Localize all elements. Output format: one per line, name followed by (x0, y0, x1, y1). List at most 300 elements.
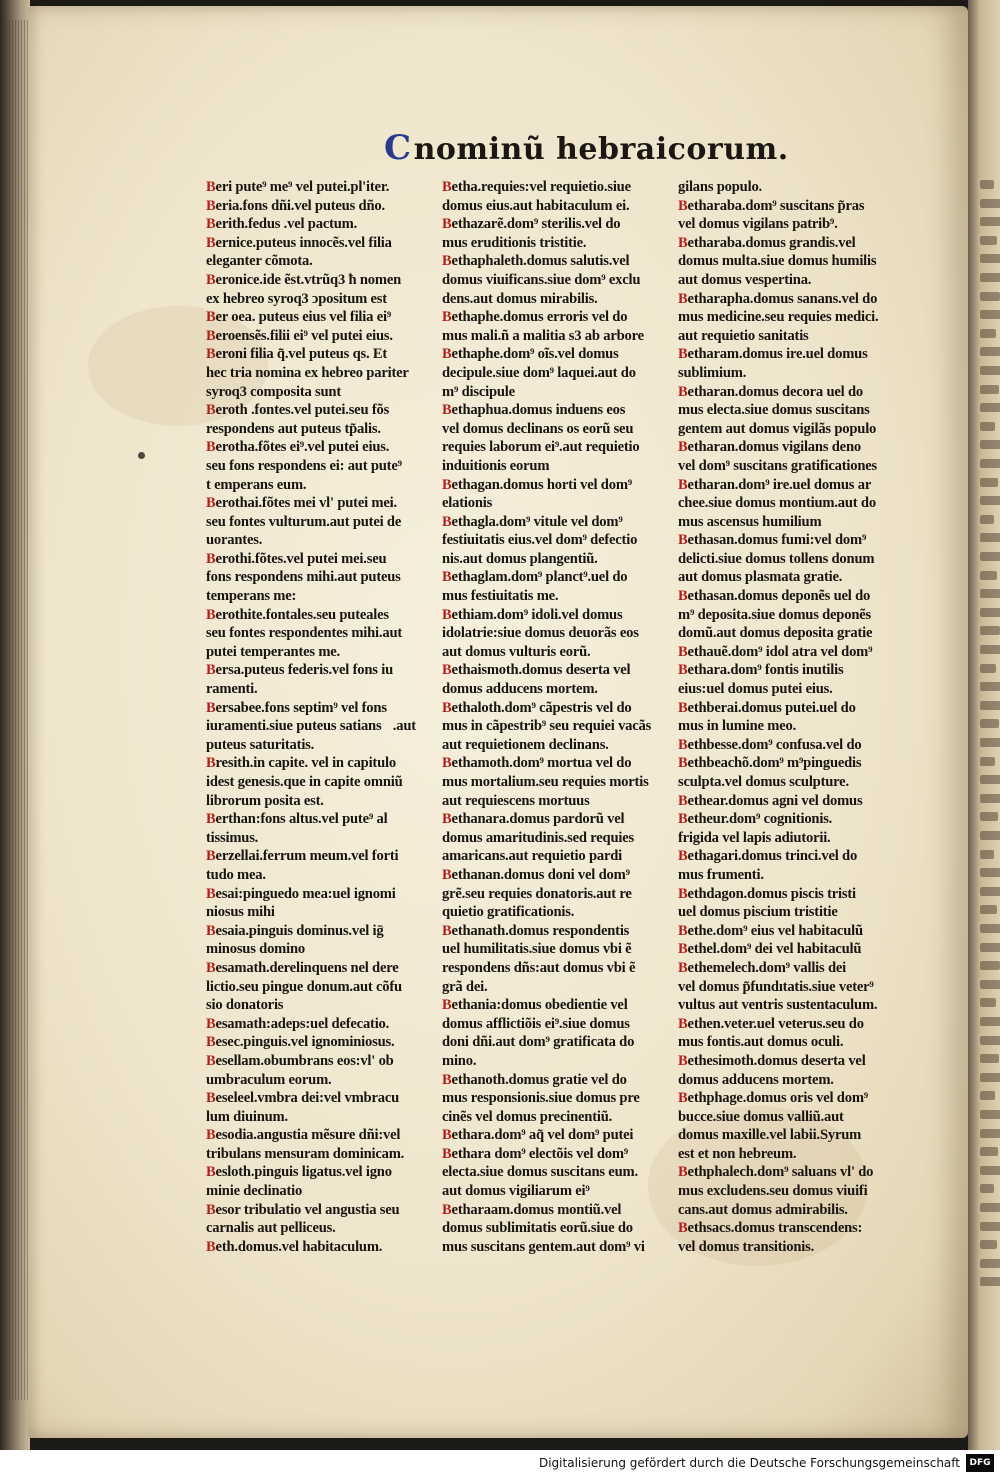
text-line: syroq3 composita sunt (206, 383, 342, 400)
text-line: Besaia.pinguis dominus.vel iḡ (206, 922, 384, 939)
text-line: Beroni filia q̃.vel puteus qs. Et (206, 346, 388, 363)
digitization-footer (0, 1450, 1000, 1477)
text-line: seu fontes respondentes mihi.aut (206, 625, 403, 642)
text-line: grã dei. (442, 978, 488, 995)
facing-page-text-fragment (980, 422, 995, 431)
rubricated-capital: B (678, 1164, 688, 1181)
rubricated-capital: B (206, 327, 216, 344)
rubricated-capital: B (206, 550, 216, 567)
rubricated-capital: B (442, 1201, 452, 1218)
facing-page-text-fragment (980, 1259, 1000, 1268)
text-line: Bethaglam.dom⁹ planct⁹.uel do (442, 569, 628, 586)
text-line: Besamath.derelinquens nel dere (206, 959, 399, 976)
text-line: respondens dñs:aut domus vbi ẽ (442, 959, 636, 976)
facing-page-text-fragment (980, 292, 1000, 301)
text-line: seu fons respondens ei: aut pute⁹ (206, 457, 402, 474)
facing-page-text-fragment (980, 1184, 994, 1193)
text-line: Bethagan.domus horti vel dom⁹ (442, 476, 632, 493)
facing-page-text-fragment (980, 180, 994, 189)
text-line: uel domus piscium tristitie (678, 904, 838, 921)
facing-page-text-fragment (980, 496, 1000, 505)
text-line: Bethagari.domus trinci.vel do (678, 848, 858, 865)
text-line: elationis (442, 495, 493, 512)
facing-page-text-fragment (980, 924, 1000, 933)
text-line: tribulans mensuram dominicam. (206, 1145, 405, 1162)
text-line: domus eius.aut habitaculum ei. (442, 197, 630, 214)
text-line: Bethanan.domus doni vel dom⁹ (442, 866, 630, 883)
text-line: m⁹ deposita.siue domus deponẽs (678, 606, 871, 623)
text-line: domus maxille.vel labii.Syrum (678, 1127, 862, 1144)
facing-page-text-fragment (980, 943, 1000, 952)
text-line: Betharaba.dom⁹ suscitans p̃ras (678, 197, 865, 214)
rubricated-capital: B (442, 309, 452, 326)
text-line: Bernice.puteus innocẽs.vel filia (206, 234, 392, 251)
facing-page-text-fragment (980, 552, 1000, 561)
text-line: cans.aut domus admirabilis. (678, 1201, 848, 1218)
facing-page-text-fragment (980, 589, 1000, 598)
text-line: Bersabee.fons septim⁹ vel fons (206, 699, 387, 716)
text-line: chee.siue domus montium.aut do (678, 495, 876, 512)
text-line: Bresith.in capite. vel in capitulo (206, 755, 396, 772)
text-line: idest genesis.que in capite omniũ (206, 774, 403, 790)
facing-page-text-fragment (980, 905, 997, 914)
rubricated-capital: B (442, 866, 452, 883)
rubricated-capital: B (678, 439, 688, 456)
text-line: eius:uel domus putei eius. (678, 681, 833, 698)
rubricated-capital: B (206, 1034, 216, 1051)
text-line: mus mortalium.seu requies mortis (442, 774, 649, 790)
text-line: gilans populo. (678, 179, 762, 195)
text-line: vel dom⁹ suscitans gratificationes (678, 457, 878, 474)
rubricated-capital: B (678, 755, 688, 772)
text-line: sio donatoris (206, 997, 284, 1014)
text-line: mus excludens.seu domus viuifi (678, 1183, 868, 1200)
book-fore-edge (0, 0, 30, 1450)
facing-page-text-fragment (980, 980, 1000, 989)
text-line: Ber oea. puteus eius vel filia ei⁹ (206, 309, 391, 326)
text-line: sculpta.vel domus sculpture. (678, 774, 849, 790)
text-line: Bethaloth.dom⁹ cãpestris vel do (442, 699, 632, 716)
text-line: domus adducens mortem. (678, 1071, 834, 1088)
running-head-text: nominũ hebraicorum. (413, 132, 789, 167)
text-line: mus fontis.aut domus oculi. (678, 1034, 844, 1051)
text-line: temperans me: (206, 588, 297, 605)
page-edge-lines (6, 20, 28, 1400)
text-line: hec tria nomina ex hebreo pariter (206, 364, 409, 381)
facing-page-text-fragment (980, 533, 1000, 542)
running-head (384, 128, 789, 168)
text-line: Bethaphe.dom⁹ oĩs.vel domus (442, 346, 619, 363)
rubricated-capital: B (206, 197, 216, 214)
dfg-logo: DFG (966, 1454, 994, 1472)
text-line: aut domus vulturis eorũ. (442, 643, 591, 660)
text-line: Besor tribulatio vel angustia seu (206, 1201, 400, 1218)
text-line: Bethdagon.domus piscis tristi (678, 885, 856, 902)
facing-page-text-fragment (980, 199, 1000, 208)
text-line: frigida vel lapis adiutorii. (678, 829, 831, 846)
facing-page-text-fragment (980, 1166, 1000, 1175)
text-line: Bethaphaleth.domus salutis.vel (442, 253, 630, 270)
text-line: est et non hebreum. (678, 1145, 797, 1162)
footer-credit-text: Digitalisierung gefördert durch die Deutsche Forschungsgemeinschaft (538, 1456, 960, 1470)
text-line: Betharan.dom⁹ ire.uel domus ar (678, 476, 872, 493)
text-line: minie declinatio (206, 1183, 303, 1200)
facing-page-text-fragment (980, 998, 996, 1007)
text-line: t emperans eum. (206, 476, 307, 493)
text-line: Bethasan.domus fumi:vel dom⁹ (678, 532, 867, 549)
facing-page-text-fragment (980, 775, 1000, 784)
rubricated-capital: B (206, 699, 216, 716)
text-line: Berothai.fõtes mei vl' putei mei. (206, 495, 397, 512)
text-line: Bethbesse.dom⁹ confusa.vel do (678, 736, 862, 753)
facing-page-text-fragment (980, 440, 1000, 449)
rubricated-capital: B (678, 699, 688, 716)
text-line: Bethaismoth.domus deserta vel (442, 662, 631, 679)
text-line: Beth.domus.vel habitaculum. (206, 1238, 383, 1255)
text-line: Betharaba.domus grandis.vel (678, 234, 856, 251)
text-line: grẽ.seu requies donatoris.aut re (442, 885, 632, 902)
text-line: Besec.pinguis.vel ignominiosus. (206, 1034, 395, 1051)
text-line: Bethesimoth.domus deserta vel (678, 1052, 866, 1069)
text-line: vultus aut ventris sustentaculum. (678, 997, 878, 1014)
rubricated-capital: B (206, 848, 216, 865)
rubricated-capital: B (678, 959, 688, 976)
text-line: Beroth .fontes.vel putei.seu fõs (206, 402, 390, 419)
text-line: seu fontes vulturum.aut putei de (206, 513, 402, 530)
rubricated-capital: B (442, 346, 452, 363)
text-line: Besloth.pinguis ligatus.vel igno (206, 1164, 392, 1181)
rubricated-capital: B (442, 402, 452, 419)
rubricated-capital: B (206, 606, 216, 623)
facing-page-text-fragment (980, 515, 994, 524)
facing-page-text-fragment (980, 812, 998, 821)
rubricated-capital: B (206, 495, 216, 512)
text-line: Betharaam.domus montiũ.vel (442, 1201, 622, 1218)
rubricated-capital: B (206, 1164, 216, 1181)
text-line: Bethazarẽ.dom⁹ sterilis.vel do (442, 216, 621, 233)
facing-page-text-fragment (980, 608, 1000, 617)
text-line: Beria.fons dñi.vel puteus dño. (206, 197, 385, 214)
text-line: vel domus declinans os eorũ seu (442, 420, 634, 437)
rubricated-capital: B (678, 234, 688, 251)
text-line: Beseleel.vmbra dei:vel vmbracu (206, 1090, 400, 1107)
text-line: Beri pute⁹ me⁹ vel putei.pl'iter. (206, 179, 390, 195)
rubricated-capital: B (442, 216, 452, 233)
text-line: Beronice.ide ẽst.vtrũq3 ħ nomen (206, 271, 402, 288)
text-line: Bethsacs.domus transcendens: (678, 1220, 863, 1237)
text-line: Berthan:fons altus.vel pute⁹ al (206, 811, 388, 828)
facing-page-text-fragment (980, 868, 1000, 877)
rubricated-capital: B (678, 476, 688, 493)
facing-page-text-fragment (980, 1203, 1000, 1212)
rubricated-capital: B (206, 1090, 216, 1107)
text-line: aut domus vespertina. (678, 271, 812, 288)
rubricated-capital: B (678, 1015, 688, 1032)
rubricated-capital: B (206, 1238, 216, 1255)
facing-page-text-fragment (980, 1277, 1000, 1286)
rubricated-capital: B (206, 811, 216, 828)
text-line: puteus saturitatis. (206, 736, 315, 753)
text-line: Bethagla.dom⁹ vitule vel dom⁹ (442, 513, 623, 530)
text-line: Bethara dom⁹ electõis vel dom⁹ (442, 1145, 628, 1162)
text-line: Betharan.domus vigilans deno (678, 439, 861, 456)
rubricated-capital: B (678, 662, 688, 679)
text-line: Bethphalech.dom⁹ saluans vl' do (678, 1164, 874, 1181)
text-line: mus in lumine meo. (678, 718, 797, 735)
text-line: Bethamoth.dom⁹ mortua vel do (442, 755, 632, 772)
text-line: aut requietio sanitatis (678, 327, 809, 344)
text-line: domus amaritudinis.sed requies (442, 829, 634, 846)
rubricated-capital: B (206, 1201, 216, 1218)
facing-page-text-fragment (980, 1073, 1000, 1082)
rubricated-capital: B (206, 922, 216, 939)
text-line: ramenti. (206, 681, 258, 698)
rubricated-capital: B (206, 216, 216, 233)
facing-page-text-fragment (980, 664, 996, 673)
text-line: niosus mihi (206, 904, 275, 921)
facing-page-text-fragment (980, 329, 996, 338)
rubricated-capital: B (678, 811, 688, 828)
text-line: nis.aut domus plangentiũ. (442, 550, 598, 567)
text-line: Berzellai.ferrum meum.vel forti (206, 848, 399, 865)
text-line: mus eruditionis tristitie. (442, 234, 587, 251)
text-line: Bethbeachõ.dom⁹ m⁹pinguedis (678, 755, 862, 772)
text-line: Bethemelech.dom⁹ vallis dei (678, 959, 847, 976)
rubricated-capital: B (206, 662, 216, 679)
facing-page-text-fragment (980, 701, 1000, 710)
facing-page-text-fragment (980, 459, 1000, 468)
text-column-1 (206, 178, 432, 1256)
text-line: quietio gratificationis. (442, 904, 575, 921)
rubricated-capital: B (442, 922, 452, 939)
text-line: Bethasan.domus deponẽs uel do (678, 588, 871, 605)
text-line: mus in cãpestrib⁹ seu requiei vacãs (442, 718, 652, 735)
rubricated-capital: B (442, 606, 452, 623)
text-line: librorum posita est. (206, 792, 324, 809)
text-line: aut domus vigiliarum ei⁹ (442, 1183, 590, 1200)
facing-page-text-fragment (980, 403, 1000, 412)
text-line: delicti.siue domus tollens donum (678, 550, 875, 567)
text-line: ex hebreo syroq3 ↄpositum est (206, 290, 387, 307)
facing-page-text-fragment (980, 626, 1000, 635)
rubricated-capital: B (206, 271, 216, 288)
text-line: amaricans.aut requietio pardi (442, 848, 622, 865)
rubricated-capital: B (442, 1145, 452, 1162)
rubricated-initial: C (384, 128, 412, 168)
text-line: Besodia.angustia mẽsure dñi:vel (206, 1127, 401, 1144)
rubricated-capital: B (442, 997, 452, 1014)
text-line: Bethberai.domus putei.uel do (678, 699, 856, 716)
rubricated-capital: B (442, 513, 452, 530)
facing-page-text-fragment (980, 1240, 997, 1249)
facing-page-text-fragment (980, 961, 1000, 970)
rubricated-capital: B (678, 1220, 688, 1237)
text-line: domus sublimitatis eorũ.siue do (442, 1220, 633, 1237)
facing-page-text-fragment (980, 682, 1000, 691)
facing-page-text-fragment (980, 794, 1000, 803)
text-line: mus festiuitatis me. (442, 588, 559, 605)
facing-page-text-fragment (980, 310, 1000, 319)
text-line: idolatrie:siue domus deuorãs eos (442, 625, 639, 642)
wormhole-mark (138, 452, 145, 459)
text-line: fons respondens mihi.aut puteus (206, 569, 401, 586)
facing-page-text-fragment (980, 1129, 1000, 1138)
text-line: Berith.fedus .vel pactum. (206, 216, 358, 233)
rubricated-capital: B (678, 643, 688, 660)
text-line: mino. (442, 1052, 477, 1069)
text-line: vel domus p̃fundıtatis.siue veter⁹ (678, 978, 874, 995)
text-line: mus ascensus humilium (678, 513, 822, 530)
facing-page-text-fragment (980, 757, 995, 766)
facing-page-text-fragment (980, 1222, 1000, 1231)
facing-page-text-fragment (980, 1017, 1000, 1026)
text-line: domus afflictiõis ei⁹.siue domus (442, 1015, 630, 1032)
facing-page-text-fragment (980, 273, 1000, 282)
text-line: Berotha.fõtes ei⁹.vel putei eius. (206, 439, 390, 456)
facing-page-text-fragment (980, 1036, 1000, 1045)
text-line: Bethanoth.domus gratie vel do (442, 1071, 627, 1088)
facing-page-text-fragment (980, 719, 999, 728)
rubricated-capital: B (442, 569, 452, 586)
text-line: Bethel.dom⁹ dei vel habitaculũ (678, 941, 862, 958)
facing-page-text-fragment (980, 478, 998, 487)
text-line: electa.siue domus suscitans eum. (442, 1164, 638, 1181)
rubricated-capital: B (678, 736, 688, 753)
text-column-3 (678, 178, 902, 1256)
text-line: vel domus vigilans patrib⁹. (678, 216, 838, 233)
text-column-2 (442, 178, 670, 1256)
text-line: festiuitatis eius.vel dom⁹ defectio (442, 532, 638, 549)
text-line: decipule.siue dom⁹ laquei.aut do (442, 364, 636, 381)
text-line: aut domus plasmata gratie. (678, 569, 843, 586)
rubricated-capital: B (206, 1127, 216, 1144)
text-line: uorantes. (206, 532, 263, 549)
rubricated-capital: B (678, 588, 688, 605)
rubricated-capital: B (678, 346, 688, 363)
rubricated-capital: B (678, 1090, 688, 1107)
text-line: umbraculum eorum. (206, 1071, 332, 1088)
text-line: Betharam.domus ire.uel domus (678, 346, 868, 363)
facing-page-text-fragment (980, 645, 1000, 654)
rubricated-capital: B (206, 885, 216, 902)
text-line: tudo mea. (206, 866, 266, 883)
text-line: Besellam.obumbrans eos:vl' ob (206, 1052, 394, 1069)
text-line: Bethanara.domus pardorũ vel (442, 811, 625, 828)
rubricated-capital: B (678, 290, 688, 307)
rubricated-capital: B (442, 179, 452, 195)
text-line: minosus domino (206, 941, 305, 958)
text-line: Besai:pinguedo mea:uel ignomi (206, 885, 396, 902)
text-line: Bethauẽ.dom⁹ idol atra vel dom⁹ (678, 643, 873, 660)
adjacent-page-edge (968, 0, 1000, 1450)
rubricated-capital: B (678, 532, 688, 549)
text-line: bucce.siue domus valliũ.aut (678, 1108, 844, 1125)
text-line: Bethaphe.domus erroris vel do (442, 309, 628, 326)
rubricated-capital: B (678, 1052, 688, 1069)
text-line: mus medicine.seu requies medici. (678, 309, 879, 326)
text-line: iuramenti.siue puteus satiansᷓ.aut (206, 718, 416, 735)
facing-page-text-fragment (980, 347, 1000, 356)
rubricated-capital: B (678, 941, 688, 958)
rubricated-capital: B (678, 922, 688, 939)
rubricated-capital: B (678, 383, 688, 400)
text-line: mus suscitans gentem.aut dom⁹ vi (442, 1238, 645, 1255)
text-line: lictio.seu pingue donum.aut cõfu (206, 978, 402, 995)
text-line: Berothi.fõtes.vel putei mei.seu (206, 550, 387, 567)
text-line: dens.aut domus mirabilis. (442, 290, 598, 307)
text-line: Bethara.dom⁹ aq̃ vel dom⁹ putei (442, 1127, 634, 1144)
text-line: vel domus transitionis. (678, 1238, 815, 1255)
rubricated-capital: B (442, 1071, 452, 1088)
rubricated-capital: B (678, 848, 688, 865)
rubricated-capital: B (442, 699, 452, 716)
text-line: aut requietionem declinans. (442, 736, 609, 753)
text-line: mus mali.ñ a malitia s3 ab arbore (442, 327, 644, 344)
rubricated-capital: B (206, 439, 216, 456)
text-line: Bethania:domus obedientie vel (442, 997, 628, 1014)
rubricated-capital: B (206, 755, 216, 772)
facing-page-text-fragment (980, 850, 994, 859)
text-line: cinẽs vel domus precinentiũ. (442, 1108, 613, 1125)
text-line: Berothite.fontales.seu puteales (206, 606, 389, 623)
text-line: Bethara.dom⁹ fontis inutilis (678, 662, 844, 679)
facing-page-text-fragment (980, 738, 1000, 747)
text-line: aut requiescens mortuus (442, 792, 590, 809)
text-line: Betheur.dom⁹ cognitionis. (678, 811, 833, 828)
text-line: lum diuinum. (206, 1108, 288, 1125)
text-line: Besamath:adeps:uel defecatio. (206, 1015, 390, 1032)
text-line: putei temperantes me. (206, 643, 340, 660)
rubricated-capital: B (442, 811, 452, 828)
rubricated-capital: B (442, 662, 452, 679)
text-line: Bersa.puteus federis.vel fons iu (206, 662, 393, 679)
facing-page-text-fragment (980, 366, 1000, 375)
text-line: Bethear.domus agni vel domus (678, 792, 863, 809)
text-line: Bethe.dom⁹ eius vel habitaculũ (678, 922, 863, 939)
facing-page-text-fragment (980, 571, 997, 580)
text-line: domũ.aut domus deposita gratie (678, 625, 873, 642)
rubricated-capital: B (206, 959, 216, 976)
rubricated-capital: B (206, 179, 216, 195)
rubricated-capital: B (206, 1015, 216, 1032)
rubricated-capital: B (678, 885, 688, 902)
text-line: Bethen.veter.uel veterus.seu do (678, 1015, 864, 1032)
text-line: domus multa.siue domus humilis (678, 253, 877, 270)
text-line: mus frumenti. (678, 866, 764, 883)
text-line: Betharapha.domus sanans.vel do (678, 290, 878, 307)
rubricated-capital: B (206, 234, 216, 251)
facing-page-text-fragment (980, 887, 1000, 896)
text-line: gentem aut domus vigilãs populo (678, 420, 877, 437)
text-line: uel humilitatis.siue domus vbi ẽ (442, 941, 632, 958)
rubricated-capital: B (206, 309, 216, 326)
facing-page-text-fragment (980, 1054, 999, 1063)
text-line: Bethanath.domus respondentis (442, 922, 630, 939)
text-line: requies laborum ei⁹.aut requietio (442, 439, 640, 456)
rubricated-capital: B (678, 197, 688, 214)
rubricated-capital: B (206, 402, 216, 419)
rubricated-capital: B (206, 1052, 216, 1069)
facing-page-text-fragment (980, 236, 997, 245)
text-line: Bethphage.domus oris vel dom⁹ (678, 1090, 868, 1107)
text-line: Betharan.domus decora uel do (678, 383, 863, 400)
facing-page-text-fragment (980, 254, 1000, 263)
rubricated-capital: B (442, 253, 452, 270)
text-line: Bethaphua.domus induens eos (442, 402, 626, 419)
facing-page-text-fragment (980, 831, 1000, 840)
rubricated-capital: B (442, 1127, 452, 1144)
text-line: respondens aut puteus tp̃alis. (206, 420, 381, 437)
